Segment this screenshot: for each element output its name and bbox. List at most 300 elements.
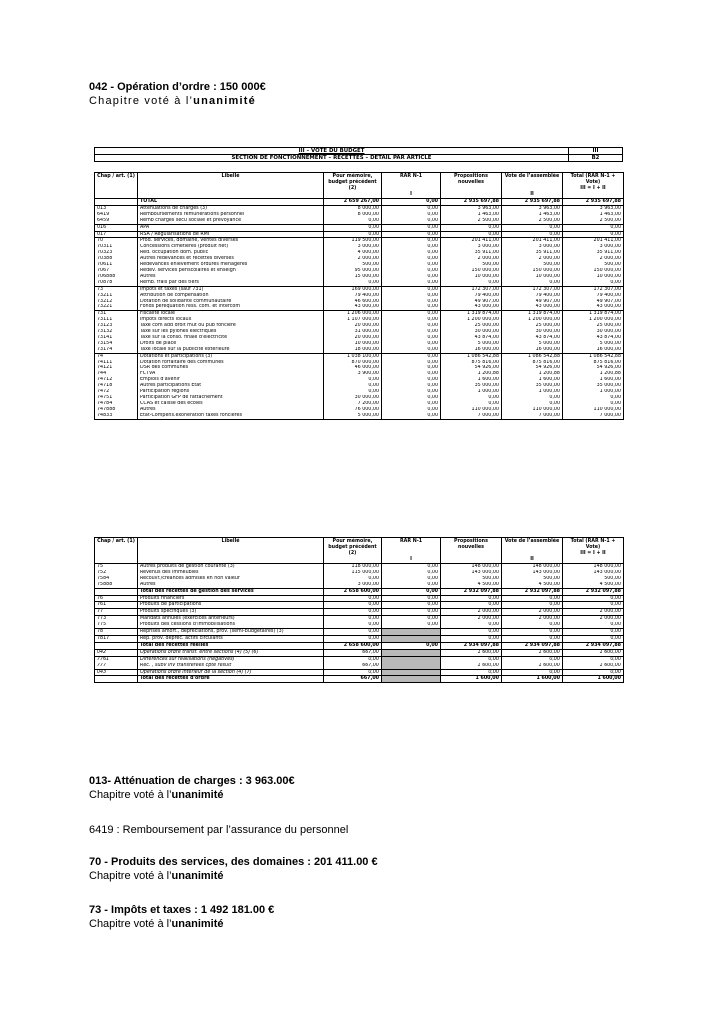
cell-total: 3 963,00 bbox=[563, 205, 624, 211]
cell-total: 1 463,00 bbox=[563, 212, 624, 218]
cell-total: 3 000,00 bbox=[563, 244, 624, 250]
table-row bbox=[95, 564, 624, 570]
cell-rar: 0,00 bbox=[382, 570, 441, 576]
cell-vote: 1 600,00 bbox=[502, 377, 563, 383]
cell-vote: 875 816,00 bbox=[502, 360, 563, 366]
cell-rar: 0,00 bbox=[382, 212, 441, 218]
cell-propositions: 875 816,00 bbox=[441, 360, 502, 366]
cell-propositions: 2 000,00 bbox=[441, 609, 502, 616]
cell-rar: 0,00 bbox=[382, 371, 441, 377]
cell-libelle: Revenus des immeubles bbox=[138, 570, 324, 576]
cell-propositions: 0,00 bbox=[441, 635, 502, 642]
cell-memoire: 0,00 bbox=[324, 280, 382, 286]
section-73 bbox=[89, 903, 274, 931]
cell-memoire: 118 000,00 bbox=[324, 564, 382, 570]
cell-propositions: 0,00 bbox=[441, 669, 502, 676]
cell-memoire: 0,00 bbox=[324, 656, 382, 662]
cell-rar: 0,00 bbox=[382, 609, 441, 616]
cell-total: 1 600,00 bbox=[563, 676, 624, 683]
table-row bbox=[95, 286, 624, 292]
cell-vote: 0,00 bbox=[502, 401, 563, 407]
cell-rar: 0,00 bbox=[382, 311, 441, 317]
table-row bbox=[95, 304, 624, 310]
cell-total: 0,00 bbox=[563, 669, 624, 676]
cell-vote: 1 000,00 bbox=[502, 389, 563, 395]
cell-total: 30 000,00 bbox=[563, 329, 624, 335]
cell-chap: 73211 bbox=[95, 293, 138, 299]
section-70-vote: Chapitre voté à l’unanimité bbox=[89, 870, 224, 882]
cell-libelle: Participation régions bbox=[138, 389, 324, 395]
cell-libelle: Dotation forfaitaire des communes bbox=[138, 360, 324, 366]
banner-title: III – VOTE DU BUDGET bbox=[95, 148, 569, 155]
cell-rar bbox=[382, 629, 441, 636]
cell-vote: 35 000,00 bbox=[502, 383, 563, 389]
section-70-title: 70 - Produits des services, des domaines : 201 411.00 € bbox=[89, 856, 378, 868]
cell-propositions: 79 400,00 bbox=[441, 293, 502, 299]
cell-propositions: 0,00 bbox=[441, 656, 502, 662]
cell-vote: 201 411,00 bbox=[502, 238, 563, 244]
cell-libelle: Total des recettes d'ordre bbox=[138, 676, 324, 683]
cell-vote: 54 926,00 bbox=[502, 365, 563, 371]
cell-rar: 0,00 bbox=[382, 299, 441, 305]
header-rar: RAR N-1 I bbox=[382, 173, 441, 199]
cell-chap: 75 bbox=[95, 564, 138, 570]
cell-memoire: 0,00 bbox=[324, 669, 382, 676]
cell-total: 875 816,00 bbox=[563, 360, 624, 366]
cell-chap: 76 bbox=[95, 595, 138, 602]
table-row bbox=[95, 588, 624, 595]
cell-libelle: Mandats annulés (exercices antérieurs) bbox=[138, 616, 324, 622]
cell-propositions: 1 463,00 bbox=[441, 212, 502, 218]
table-row bbox=[95, 205, 624, 211]
cell-vote: 0,00 bbox=[502, 595, 563, 602]
cell-memoire: 95 000,00 bbox=[324, 268, 382, 274]
table-row bbox=[95, 629, 624, 636]
cell-vote: 110 000,00 bbox=[502, 407, 563, 413]
cell-vote: 150 000,00 bbox=[502, 268, 563, 274]
cell-memoire: 667,00 bbox=[324, 676, 382, 683]
table-row bbox=[95, 293, 624, 299]
header-total: Total (RAR N-1 + Vote) III = I + II bbox=[563, 173, 624, 199]
header-propositions: Propositions nouvelles bbox=[441, 538, 502, 564]
cell-chap: 70611 bbox=[95, 262, 138, 268]
cell-memoire: 1 038 100,00 bbox=[324, 353, 382, 359]
cell-vote: 0,00 bbox=[502, 280, 563, 286]
cell-total: 43 874,00 bbox=[563, 335, 624, 341]
cell-chap: 73141 bbox=[95, 335, 138, 341]
cell-chap: 77 bbox=[95, 609, 138, 616]
cell-propositions: 500,00 bbox=[441, 576, 502, 582]
cell-rar bbox=[382, 669, 441, 676]
cell-chap: 74 bbox=[95, 353, 138, 359]
table-row bbox=[95, 595, 624, 602]
cell-memoire: 0,00 bbox=[324, 629, 382, 636]
cell-libelle: Dotations et participations (3) bbox=[138, 353, 324, 359]
cell-chap: 70 bbox=[95, 238, 138, 244]
table-row bbox=[95, 212, 624, 218]
cell-rar bbox=[382, 676, 441, 683]
cell-libelle: Autres bbox=[138, 407, 324, 413]
cell-chap: 744 bbox=[95, 371, 138, 377]
cell-propositions: 49 907,00 bbox=[441, 299, 502, 305]
cell-libelle: Taxe sur les pylônes électriques bbox=[138, 329, 324, 335]
cell-total: 0,00 bbox=[563, 395, 624, 401]
cell-vote: 4 500,00 bbox=[502, 582, 563, 588]
cell-memoire: 667,00 bbox=[324, 649, 382, 656]
cell-total: 0,00 bbox=[563, 602, 624, 609]
cell-propositions: 0,00 bbox=[441, 231, 502, 238]
cell-memoire: 30 000,00 bbox=[324, 395, 382, 401]
cell-chap: 6419 bbox=[95, 212, 138, 218]
cell-memoire: 3 900,00 bbox=[324, 371, 382, 377]
cell-propositions: 0,00 bbox=[441, 224, 502, 231]
budget-banner bbox=[94, 147, 623, 162]
cell-memoire: 0,00 bbox=[324, 224, 382, 231]
cell-memoire: 500,00 bbox=[324, 262, 382, 268]
cell-libelle: Impôts directs locaux bbox=[138, 317, 324, 323]
cell-vote: 43 000,00 bbox=[502, 304, 563, 310]
cell-memoire: 31 000,00 bbox=[324, 329, 382, 335]
cell-total: 2 934 097,88 bbox=[563, 642, 624, 649]
cell-memoire: 2 658 600,00 bbox=[324, 588, 382, 595]
cell-propositions: 2 934 097,88 bbox=[441, 642, 502, 649]
cell-vote: 49 907,00 bbox=[502, 299, 563, 305]
cell-vote: 7 000,00 bbox=[502, 413, 563, 419]
cell-vote: 0,00 bbox=[502, 231, 563, 238]
cell-rar: 0,00 bbox=[382, 407, 441, 413]
cell-libelle: DSR des communes bbox=[138, 365, 324, 371]
cell-chap: 7761 bbox=[95, 656, 138, 662]
table-row bbox=[95, 602, 624, 609]
cell-vote: 1 200 000,00 bbox=[502, 317, 563, 323]
cell-memoire: 0,00 bbox=[324, 602, 382, 609]
cell-total: 4 500,00 bbox=[563, 582, 624, 588]
cell-libelle: Autres bbox=[138, 582, 324, 588]
cell-rar: 0,00 bbox=[382, 595, 441, 602]
cell-vote: 2 935 697,88 bbox=[502, 199, 563, 206]
cell-libelle: Redev. services périscolaires et enseign bbox=[138, 268, 324, 274]
cell-total: 201 411,00 bbox=[563, 238, 624, 244]
cell-propositions: 1 086 542,88 bbox=[441, 353, 502, 359]
cell-rar: 0,00 bbox=[382, 323, 441, 329]
cell-chap: 013 bbox=[95, 205, 138, 211]
cell-libelle: FCTVA bbox=[138, 371, 324, 377]
cell-chap: 74784 bbox=[95, 401, 138, 407]
cell-total: 143 000,00 bbox=[563, 570, 624, 576]
cell-memoire: 169 000,00 bbox=[324, 286, 382, 292]
table-row bbox=[95, 199, 624, 206]
cell-rar: 0,00 bbox=[382, 395, 441, 401]
cell-vote: 500,00 bbox=[502, 262, 563, 268]
cell-propositions: 0,00 bbox=[441, 395, 502, 401]
cell-chap: 73123 bbox=[95, 323, 138, 329]
cell-propositions: 201 411,00 bbox=[441, 238, 502, 244]
cell-chap: 73212 bbox=[95, 299, 138, 305]
cell-libelle: TOTAL bbox=[138, 199, 324, 206]
cell-libelle: Fiscalité locale bbox=[138, 311, 324, 317]
cell-chap: 74718 bbox=[95, 383, 138, 389]
section-013-vote: Chapitre voté à l’unanimité bbox=[89, 789, 224, 801]
cell-chap: 74712 bbox=[95, 377, 138, 383]
cell-total: 2 000,00 bbox=[563, 256, 624, 262]
cell-total: 110 000,00 bbox=[563, 407, 624, 413]
cell-rar: 0,00 bbox=[382, 365, 441, 371]
cell-vote: 0,00 bbox=[502, 656, 563, 662]
table-row bbox=[95, 413, 624, 419]
cell-chap: 74833 bbox=[95, 413, 138, 419]
cell-total: 500,00 bbox=[563, 576, 624, 582]
cell-total: 49 907,00 bbox=[563, 299, 624, 305]
cell-rar: 0,00 bbox=[382, 304, 441, 310]
cell-rar: 0,00 bbox=[382, 238, 441, 244]
cell-vote: 2 000,00 bbox=[502, 609, 563, 616]
cell-libelle: Atténuations de charges (3) bbox=[138, 205, 324, 211]
cell-propositions: 110 000,00 bbox=[441, 407, 502, 413]
cell-rar: 0,00 bbox=[382, 293, 441, 299]
cell-chap: 773 bbox=[95, 616, 138, 622]
cell-vote: 5 000,00 bbox=[502, 341, 563, 347]
cell-memoire: 2 000,00 bbox=[324, 256, 382, 262]
cell-memoire: 3 000,00 bbox=[324, 244, 382, 250]
section-013 bbox=[89, 774, 295, 802]
table-row bbox=[95, 268, 624, 274]
cell-libelle: Taxe locale sur la publicité extérieure bbox=[138, 347, 324, 353]
cell-total: 1 200,88 bbox=[563, 371, 624, 377]
section-73-title: 73 - Impôts et taxes : 1 492 181.00 € bbox=[89, 904, 275, 916]
cell-chap: 70311 bbox=[95, 244, 138, 250]
cell-propositions: 500,00 bbox=[441, 262, 502, 268]
cell-chap: 7472 bbox=[95, 389, 138, 395]
cell-total: 172 307,00 bbox=[563, 286, 624, 292]
cell-rar: 0,00 bbox=[382, 347, 441, 353]
cell-chap: 042 bbox=[95, 649, 138, 656]
cell-chap bbox=[95, 199, 138, 206]
cell-vote: 35 911,00 bbox=[502, 250, 563, 256]
cell-chap: 775 bbox=[95, 622, 138, 628]
cell-libelle: Reprises amort., dépréciations, prov. (semi-budgétaires) (3) bbox=[138, 629, 324, 636]
cell-chap: 747888 bbox=[95, 407, 138, 413]
table-row bbox=[95, 649, 624, 656]
cell-propositions: 0,00 bbox=[441, 602, 502, 609]
cell-libelle: Fonds péréquation ress. com. et intercom bbox=[138, 304, 324, 310]
cell-propositions: 54 926,00 bbox=[441, 365, 502, 371]
cell-rar: 0,00 bbox=[382, 588, 441, 595]
cell-libelle: Prod. services, domaine, ventes diverses bbox=[138, 238, 324, 244]
cell-total: 148 000,00 bbox=[563, 564, 624, 570]
cell-propositions: 1 000,00 bbox=[441, 389, 502, 395]
cell-propositions: 3 000,00 bbox=[441, 244, 502, 250]
cell-rar: 0,00 bbox=[382, 280, 441, 286]
cell-propositions: 148 000,00 bbox=[441, 564, 502, 570]
header-libelle: Libellé bbox=[138, 538, 324, 564]
cell-libelle: Attribution de compensation bbox=[138, 293, 324, 299]
cell-memoire: 20 000,00 bbox=[324, 335, 382, 341]
cell-vote: 500,00 bbox=[502, 576, 563, 582]
header-rar: RAR N-1 I bbox=[382, 538, 441, 564]
cell-total: 150 000,00 bbox=[563, 268, 624, 274]
cell-total: 1 319 874,00 bbox=[563, 311, 624, 317]
header-total: Total (RAR N-1 + Vote) III = I + II bbox=[563, 538, 624, 564]
cell-total: 43 000,00 bbox=[563, 304, 624, 310]
cell-rar: 0,00 bbox=[382, 616, 441, 622]
cell-vote: 16 000,00 bbox=[502, 347, 563, 353]
cell-total: 2 500,00 bbox=[563, 218, 624, 224]
cell-libelle: Concessions cimetières (produit net) bbox=[138, 244, 324, 250]
cell-vote: 0,00 bbox=[502, 224, 563, 231]
cell-total: 0,00 bbox=[563, 224, 624, 231]
cell-chap bbox=[95, 676, 138, 683]
cell-rar bbox=[382, 635, 441, 642]
cell-chap: 73154 bbox=[95, 341, 138, 347]
table-row bbox=[95, 676, 624, 683]
cell-vote: 30 000,00 bbox=[502, 329, 563, 335]
cell-chap: 73174 bbox=[95, 347, 138, 353]
cell-chap: 73 bbox=[95, 286, 138, 292]
cell-vote: 2 934 097,88 bbox=[502, 642, 563, 649]
cell-propositions: 30 000,00 bbox=[441, 329, 502, 335]
cell-propositions: 10 000,00 bbox=[441, 274, 502, 280]
cell-libelle: Redevances enlèvement ordures ménagères bbox=[138, 262, 324, 268]
cell-total: 0,00 bbox=[563, 629, 624, 636]
cell-rar: 0,00 bbox=[382, 231, 441, 238]
cell-rar: 0,00 bbox=[382, 262, 441, 268]
cell-vote: 1 600,00 bbox=[502, 663, 563, 669]
cell-memoire: 0,00 bbox=[324, 383, 382, 389]
recettes-table-2 bbox=[94, 537, 624, 683]
cell-rar: 0,00 bbox=[382, 576, 441, 582]
table-row bbox=[95, 341, 624, 347]
cell-libelle: Rec. , subv inv transférées cpte résult bbox=[138, 663, 324, 669]
cell-propositions: 1 319 874,00 bbox=[441, 311, 502, 317]
cell-memoire: 115 000,00 bbox=[324, 570, 382, 576]
cell-libelle: Autres bbox=[138, 274, 324, 280]
cell-propositions: 5 000,00 bbox=[441, 341, 502, 347]
cell-libelle: Autres redevances et recettes diverses bbox=[138, 256, 324, 262]
cell-libelle: Produits spécifiques (3) bbox=[138, 609, 324, 616]
header-memoire: Pour mémoire, budget précédent (2) bbox=[324, 173, 382, 199]
header-chap: Chap / art. (1) bbox=[95, 173, 138, 199]
cell-memoire: 46 600,00 bbox=[324, 299, 382, 305]
section-042 bbox=[89, 80, 266, 108]
cell-memoire: 870 000,00 bbox=[324, 360, 382, 366]
table-row bbox=[95, 609, 624, 616]
table-row bbox=[95, 669, 624, 676]
cell-total: 10 000,00 bbox=[563, 274, 624, 280]
cell-total: 1 600,00 bbox=[563, 649, 624, 656]
cell-total: 2 935 697,88 bbox=[563, 199, 624, 206]
cell-libelle: Taxe com add droit mut ou pub foncière bbox=[138, 323, 324, 329]
cell-propositions: 25 000,00 bbox=[441, 323, 502, 329]
cell-memoire: 3 000,00 bbox=[324, 582, 382, 588]
cell-rar: 0,00 bbox=[382, 353, 441, 359]
table-row bbox=[95, 231, 624, 238]
cell-vote: 0,00 bbox=[502, 395, 563, 401]
cell-total: 35 000,00 bbox=[563, 383, 624, 389]
cell-memoire: 119 500,00 bbox=[324, 238, 382, 244]
table-row bbox=[95, 335, 624, 341]
cell-propositions: 172 307,00 bbox=[441, 286, 502, 292]
cell-memoire: 18 000,00 bbox=[324, 347, 382, 353]
cell-total: 1 600,00 bbox=[563, 663, 624, 669]
cell-libelle: Rep. prov. dépréc. actifs circulants bbox=[138, 635, 324, 642]
section-042-title: 042 - Opération d’ordre : 150 000€ bbox=[89, 81, 266, 93]
cell-propositions: 43 000,00 bbox=[441, 304, 502, 310]
cell-memoire: 0,00 bbox=[324, 609, 382, 616]
cell-propositions: 0,00 bbox=[441, 280, 502, 286]
cell-vote: 2 932 097,88 bbox=[502, 588, 563, 595]
cell-vote: 79 400,00 bbox=[502, 293, 563, 299]
header-chap: Chap / art. (1) bbox=[95, 538, 138, 564]
cell-memoire: 0,00 bbox=[324, 231, 382, 238]
cell-propositions: 2 000,00 bbox=[441, 256, 502, 262]
table-row bbox=[95, 224, 624, 231]
header-propositions: Propositions nouvelles bbox=[441, 173, 502, 199]
cell-total: 0,00 bbox=[563, 231, 624, 238]
cell-rar: 0,00 bbox=[382, 199, 441, 206]
cell-memoire: 0,00 bbox=[324, 635, 382, 642]
table-row bbox=[95, 635, 624, 642]
cell-memoire: 667,00 bbox=[324, 663, 382, 669]
table-row bbox=[95, 347, 624, 353]
cell-total: 1 000,00 bbox=[563, 389, 624, 395]
cell-propositions: 2 000,00 bbox=[441, 616, 502, 622]
cell-chap: 7817 bbox=[95, 635, 138, 642]
cell-chap: 016 bbox=[95, 224, 138, 231]
cell-propositions: 3 963,00 bbox=[441, 205, 502, 211]
cell-chap: 70323 bbox=[95, 250, 138, 256]
cell-chap: 752 bbox=[95, 570, 138, 576]
cell-memoire: 0,00 bbox=[324, 616, 382, 622]
cell-libelle: CCAS et caisse des écoles bbox=[138, 401, 324, 407]
cell-total: 2 000,00 bbox=[563, 609, 624, 616]
section-042-vote: Chapitre voté à l’unanimité bbox=[89, 95, 256, 107]
cell-vote: 3 963,00 bbox=[502, 205, 563, 211]
cell-rar: 0,00 bbox=[382, 642, 441, 649]
cell-vote: 2 000,00 bbox=[502, 616, 563, 622]
cell-memoire: 2 658 600,00 bbox=[324, 642, 382, 649]
cell-total: 1 086 542,88 bbox=[563, 353, 624, 359]
cell-libelle: Produits des cessions d'immobilisations bbox=[138, 622, 324, 628]
cell-vote: 172 307,00 bbox=[502, 286, 563, 292]
cell-memoire: 7 200,00 bbox=[324, 401, 382, 407]
cell-rar: 0,00 bbox=[382, 329, 441, 335]
cell-memoire: 0,00 bbox=[324, 389, 382, 395]
cell-vote: 1 086 542,88 bbox=[502, 353, 563, 359]
cell-vote: 2 000,00 bbox=[502, 256, 563, 262]
cell-vote: 1 319 874,00 bbox=[502, 311, 563, 317]
cell-total: 500,00 bbox=[563, 262, 624, 268]
cell-rar: 0,00 bbox=[382, 335, 441, 341]
cell-total: 0,00 bbox=[563, 401, 624, 407]
cell-chap: 73111 bbox=[95, 317, 138, 323]
cell-total: 2 932 097,88 bbox=[563, 588, 624, 595]
cell-propositions: 0,00 bbox=[441, 629, 502, 636]
cell-libelle: Autres produits de gestion courante (3) bbox=[138, 564, 324, 570]
cell-rar: 0,00 bbox=[382, 582, 441, 588]
cell-libelle: Produits de participations bbox=[138, 602, 324, 609]
section-73-vote: Chapitre voté à l’unanimité bbox=[89, 918, 224, 930]
cell-memoire: 76 000,00 bbox=[324, 407, 382, 413]
cell-rar: 0,00 bbox=[382, 389, 441, 395]
cell-rar: 0,00 bbox=[382, 218, 441, 224]
recettes-table-1 bbox=[94, 172, 624, 420]
cell-propositions: 35 000,00 bbox=[441, 383, 502, 389]
cell-rar: 0,00 bbox=[382, 274, 441, 280]
cell-total: 1 600,00 bbox=[563, 377, 624, 383]
cell-chap: 017 bbox=[95, 231, 138, 238]
cell-chap: 74751 bbox=[95, 395, 138, 401]
cell-vote: 1 200,88 bbox=[502, 371, 563, 377]
